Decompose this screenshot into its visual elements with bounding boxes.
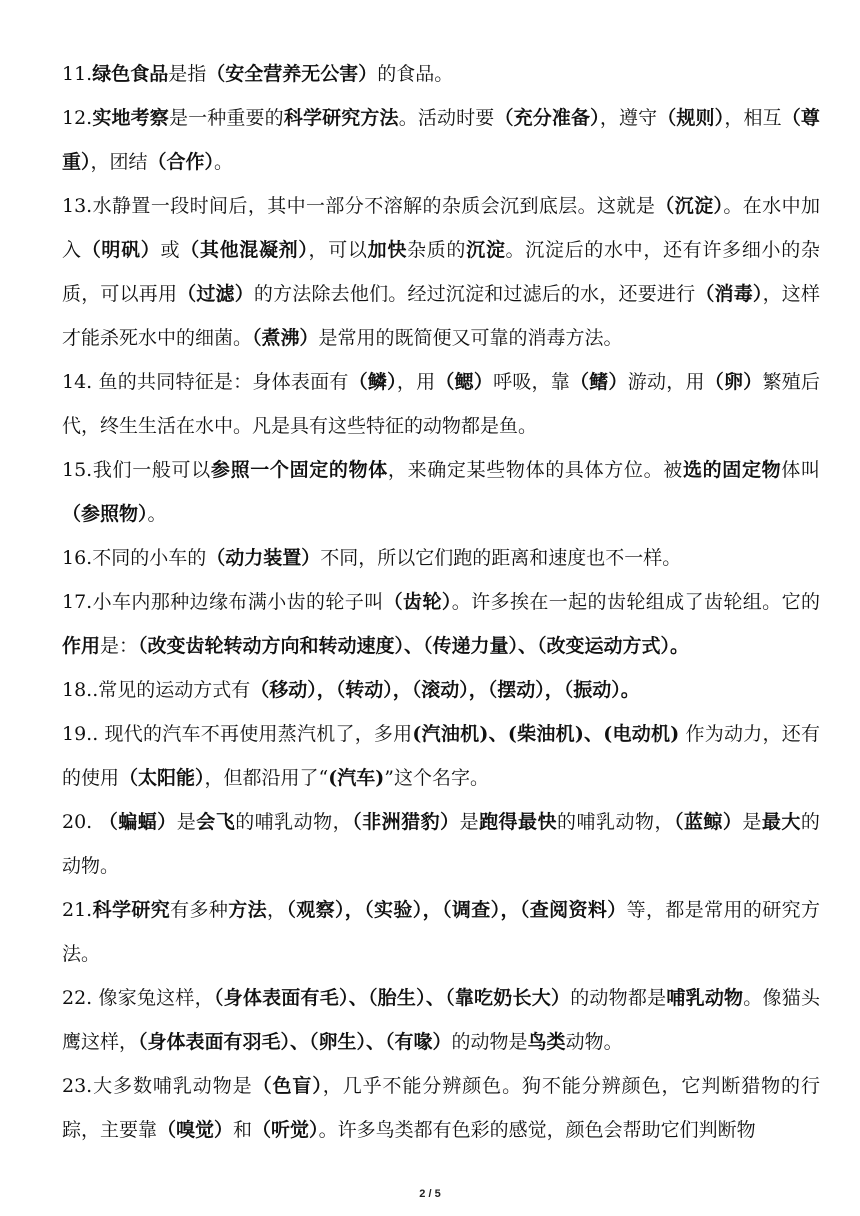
text-run: 18..常见的运动方式有 <box>62 679 251 701</box>
text-run: ，用 <box>396 371 436 393</box>
text-run: ，遵守 <box>599 107 658 129</box>
paragraph-21 <box>62 888 820 976</box>
text-run: 有多种 <box>170 899 229 921</box>
paragraph-13 <box>62 184 820 360</box>
text-run: 等，都是常用的研究方法。 <box>62 899 820 965</box>
emphasized-text: 绿色食品 <box>92 63 169 85</box>
emphasized-text: 会飞 <box>196 811 236 833</box>
text-run: 作为动力，还有的使用 <box>62 723 820 789</box>
page-number: 2 / 5 <box>419 1188 441 1200</box>
paragraph-19 <box>62 712 820 800</box>
text-run: 11. <box>62 63 93 85</box>
emphasized-text: 作用 <box>62 635 101 657</box>
text-run: 的动物都是 <box>570 987 667 1009</box>
emphasized-text: (汽油机)、(柴油机)、(电动机) <box>412 723 680 745</box>
text-run: ，来确定某些物体的具体方位。被 <box>387 459 683 481</box>
text-run: 不同，所以它们跑的距离和速度也不一样。 <box>320 547 682 569</box>
emphasized-text: 选的固定物 <box>682 459 782 481</box>
paragraph-15 <box>62 448 820 536</box>
emphasized-text: （身体表面有羽毛）、（卵生）、（有喙） <box>138 1031 452 1053</box>
text-run: 12. <box>62 107 93 129</box>
emphasized-text: 科学研究方法 <box>283 107 399 129</box>
emphasized-text: 参照一个固定的物体 <box>210 459 388 481</box>
text-run: 15.我们一般可以 <box>62 459 211 481</box>
emphasized-text: (汽车) <box>328 767 385 789</box>
emphasized-text: 方法 <box>228 899 267 921</box>
emphasized-text: 鸟类 <box>527 1031 566 1053</box>
emphasized-text: 沉淀 <box>466 239 506 261</box>
text-run: ， <box>266 899 287 921</box>
emphasized-text: 最大 <box>761 811 801 833</box>
text-run: 的动物。 <box>62 811 820 877</box>
text-run: ，团结 <box>90 151 148 173</box>
paragraph-20 <box>62 800 820 888</box>
text-run: 是： <box>100 635 139 657</box>
emphasized-text: （合作） <box>147 151 215 173</box>
text-run: 是 <box>742 811 762 833</box>
emphasized-text: （沉淀） <box>655 195 724 217</box>
text-run: 19.. 现代的汽车不再使用蒸汽机了，多用 <box>62 723 413 745</box>
emphasized-text: 实地考察 <box>92 107 169 129</box>
text-run: 呼吸，靠 <box>493 371 571 393</box>
text-run: 体叫 <box>781 459 820 481</box>
paragraph-14 <box>62 360 820 448</box>
text-run: 。 <box>214 151 234 173</box>
text-run: ，可以 <box>308 239 368 261</box>
text-run: 杂质的 <box>407 239 467 261</box>
paragraph-12 <box>62 96 820 184</box>
emphasized-text: （规则） <box>657 107 725 129</box>
text-run: 20. <box>62 811 99 833</box>
document-body <box>62 52 820 1152</box>
emphasized-text: （动力装置） <box>206 547 321 569</box>
text-run: 16.不同的小车的 <box>62 547 207 569</box>
emphasized-text: （观察），（实验），（调查），（查阅资料） <box>286 899 627 921</box>
emphasized-text: （太阳能） <box>119 767 205 789</box>
emphasized-text: （非洲猎豹） <box>352 811 460 833</box>
emphasized-text: （其他混凝剂） <box>180 239 309 261</box>
emphasized-text: （充分准备） <box>494 107 600 129</box>
text-run: 13.水静置一段时间后，其中一部分不溶解的杂质会沉到底层。这就是 <box>62 195 656 217</box>
emphasized-text: （明矾） <box>81 239 161 261</box>
emphasized-text: （卵） <box>704 371 763 393</box>
emphasized-text: （鳍） <box>570 371 628 393</box>
text-run: 的食品。 <box>377 63 454 85</box>
text-run: ，相互 <box>724 107 782 129</box>
text-run: 和 <box>233 1119 253 1141</box>
text-run: 。许多挨在一起的齿轮组成了齿轮组。它的 <box>451 591 820 613</box>
emphasized-text: （安全营养无公害） <box>206 63 378 85</box>
text-run: 动物。 <box>565 1031 623 1053</box>
emphasized-text: （齿轮） <box>383 591 452 613</box>
text-run: 或 <box>160 239 181 261</box>
text-run: 是 <box>459 811 480 833</box>
emphasized-text: （色盲） <box>252 1075 323 1097</box>
text-run: 的哺乳动物， <box>235 811 353 833</box>
text-run: 的哺乳动物， <box>557 811 674 833</box>
text-run: 的动物是 <box>451 1031 528 1053</box>
emphasized-text: （过滤） <box>177 283 254 305</box>
paragraph-22 <box>62 976 820 1064</box>
text-run: ，这样才能杀死水中的细菌。 <box>62 283 820 349</box>
emphasized-text: （嗅觉） <box>157 1119 234 1141</box>
emphasized-text: （参照物） <box>62 503 148 525</box>
emphasized-text: （听觉） <box>252 1119 319 1141</box>
emphasized-text: 加快 <box>367 239 408 261</box>
emphasized-text: （身体表面有毛）、（胎生）、（靠吃奶长大） <box>213 987 571 1009</box>
paragraph-17 <box>62 580 820 668</box>
text-run: 。沉淀后的水中，还有许多细小的杂质，可以再用 <box>62 239 820 305</box>
text-run: 21. <box>62 899 93 921</box>
text-run: 。在水中加入 <box>62 195 820 261</box>
emphasized-text: （鳞） <box>348 371 397 393</box>
text-run: 22. 像家兔这样， <box>62 987 214 1009</box>
text-run: 繁殖后代，终生生活在水中。凡是具有这些特征的动物都是鱼。 <box>62 371 820 437</box>
text-run: ，几乎不能分辨颜色。狗不能分辨颜色，它判断猎物的行踪，主要靠 <box>62 1075 820 1141</box>
text-run: 14. 鱼的共同特征是：身体表面有 <box>62 371 349 393</box>
text-run: 的方法除去他们。经过沉淀和过滤后的水，还要进行 <box>253 283 696 305</box>
paragraph-11 <box>62 52 820 96</box>
text-run: 。许多鸟类都有色彩的感觉，颜色会帮助它们判断物 <box>318 1119 756 1141</box>
emphasized-text: （消毒） <box>695 283 763 305</box>
emphasized-text: 科学研究 <box>92 899 171 921</box>
text-run: 是 <box>176 811 197 833</box>
text-run: 23.大多数哺乳动物是 <box>62 1075 253 1097</box>
text-run: ，但都沿用了“ <box>204 767 329 789</box>
text-run: 游动，用 <box>627 371 705 393</box>
emphasized-text: （改变齿轮转动方向和转动速度）、（传递力量）、（改变运动方式）。 <box>138 635 690 657</box>
emphasized-text: （蓝鲸） <box>673 811 743 833</box>
text-run: 。像猫头鹰这样， <box>62 987 820 1053</box>
emphasized-text: （移动），（转动），（滚动），（摆动），（振动）。 <box>250 679 640 701</box>
paragraph-16 <box>62 536 820 580</box>
text-run: 17.小车内那种边缘布满小齿的轮子叫 <box>62 591 384 613</box>
emphasized-text: （煮沸） <box>252 327 319 349</box>
emphasized-text: （鳃） <box>435 371 494 393</box>
emphasized-text: 哺乳动物 <box>666 987 744 1009</box>
text-run: 。活动时要 <box>398 107 495 129</box>
text-run: 是指 <box>168 63 207 85</box>
emphasized-text: （尊重） <box>62 107 820 173</box>
emphasized-text: 跑得最快 <box>479 811 558 833</box>
text-run: ”这个名字。 <box>384 767 489 789</box>
emphasized-text: （蝙蝠） <box>98 811 177 833</box>
paragraph-23 <box>62 1064 820 1152</box>
text-run: 是常用的既简便又可靠的消毒方法。 <box>318 327 623 349</box>
text-run: 是一种重要的 <box>168 107 284 129</box>
text-run: 。 <box>147 503 167 525</box>
paragraph-18 <box>62 668 820 712</box>
